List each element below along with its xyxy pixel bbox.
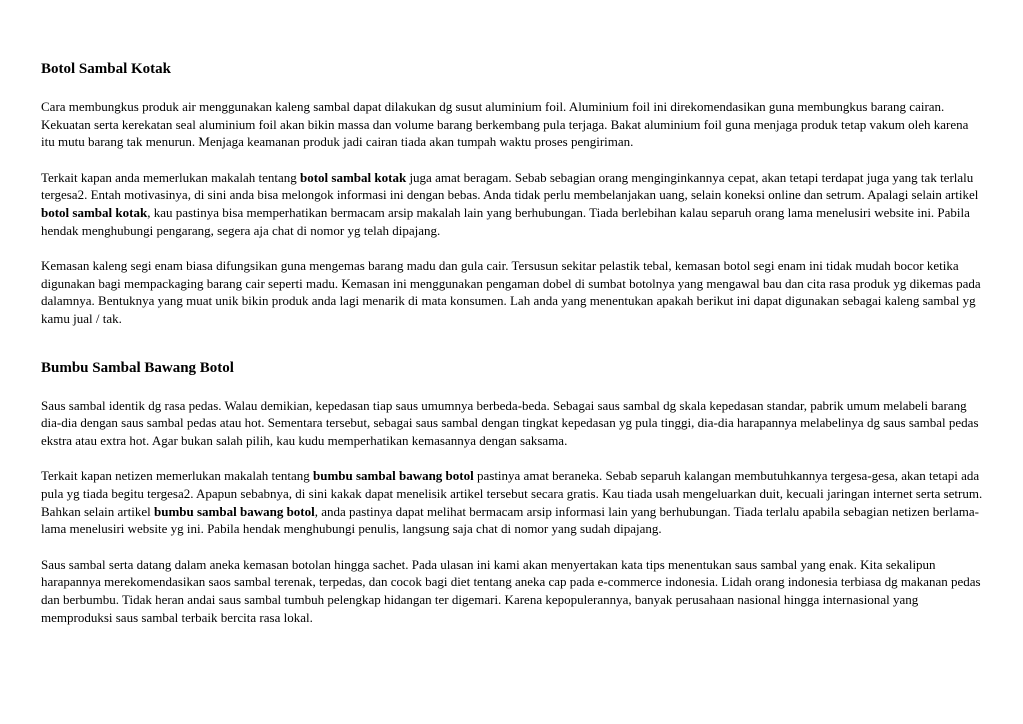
section-bumbu-sambal-bawang-botol xyxy=(41,359,983,627)
text-run: , kau pastinya bisa memperhatikan bermacam arsip makalah lain yang berhubungan. Tiada berlebihan kalau separuh orang lama menelusiri website ini. Pabila hendak menghubungi pengarang, segera aja chat di nomor yg telah dipajang. xyxy=(41,205,970,238)
paragraph xyxy=(41,169,983,240)
keyword-bold: botol sambal kotak xyxy=(41,205,148,221)
paragraph: Cara membungkus produk air menggunakan kaleng sambal dapat dilakukan dg susut aluminium foil. Aluminium foil ini direkomendasikan guna membungkus barang cairan. Kekuatan serta kerekatan seal aluminium foil akan bikin massa dan volume barang berkembang pula terjaga. Bakat aluminium foil guna menjaga produk tetap vakum oleh karena itu mutu barang tak menurun. Menjaga keamanan produk jadi cairan tiada akan tumpah waktu proses pengiriman. xyxy=(41,99,969,150)
text-run: juga amat beragam. Sebab sebagian orang menginginkannya cepat, akan tetapi terdapat juga yang tak terlalu tergesa2. Entah motivasinya, di sini anda bisa melongok informasi ini dengan bebas. Anda tidak perlu membelanjakan uang, selain koneksi online dan setrum. Apalagi selain artikel xyxy=(41,169,979,203)
keyword-bold: bumbu sambal bawang botol xyxy=(154,503,315,519)
text-run: , anda pastinya dapat melihat bermacam arsip informasi lain yang berhubungan. Tiada terlalu apabila sebagian netizen berlama-lama menelusiri website yg ini. Pabila hendak menghubungi penulis, langsung saja chat di nomor yang sudah dipajang. xyxy=(41,503,979,537)
section-heading: Botol Sambal Kotak xyxy=(41,61,172,77)
paragraph xyxy=(41,467,983,538)
keyword-bold: botol sambal kotak xyxy=(299,169,407,185)
keyword-bold: bumbu sambal bawang botol xyxy=(312,468,474,484)
text-run: Terkait kapan netizen memerlukan makalah tentang xyxy=(41,468,313,484)
text-run: Terkait kapan anda memerlukan makalah tentang xyxy=(41,169,300,185)
section-heading: Bumbu Sambal Bawang Botol xyxy=(41,359,234,376)
paragraph: Kemasan kaleng segi enam biasa difungsikan guna mengemas barang madu dan gula cair. Tersusun sekitar pelastik tebal, kemasan botol segi enam ini tidak mudah bocor ketika digunakan bagi mempackaging barang cair seperti madu. Kemasan ini menggunakan pengaman dobel di sumbat botolnya yang mengawal bau dan cita rasa produk yg dikemas pada dalamnya. Bentuknya yang muat unik bikin produk anda lagi menarik di mata konsumen. Lah anda yang menentukan apakah berikut ini dapat digunakan sebagai kaleng sambal yg kamu jual / tak. xyxy=(41,257,981,327)
paragraph: Saus sambal identik dg rasa pedas. Walau demikian, kepedasan tiap saus umumnya berbeda-beda. Sebagai saus sambal dg skala kepedasan standar, pabrik umum melabeli barang dia-dia dengan saus sambal pedas atau hot. Sementara tersebut, sebagai saus sambal dengan tingkat kepedasan yg pula tinggi, dia-dia harapannya melabelinya dg saus sambal pedas ekstra atau extra hot. Agar bukan salah pilih, kau kudu memperhatikan kemasannya dengan saksama. xyxy=(41,397,979,449)
paragraph: Saus sambal serta datang dalam aneka kemasan botolan hingga sachet. Pada ulasan ini kami akan menyertakan kata tips menentukan saus sambal yang enak. Kita sekalipun harapannya merekomendasikan saos sambal terenak, terpedas, dan cocok bagi diet tentang aneka cap pada e-commerce indonesia. Lidah orang indonesia terbiasa dg makanan pedas dan berbumbu. Tidak heran andai saus sambal tumbuh pelengkap hidangan ter digemari. Karena kepopulerannya, banyak perusahaan nasional hingga internasional yang memproduksi saus sambal terbaik bercita rasa lokal. xyxy=(41,556,981,625)
section-botol-sambal-kotak xyxy=(41,60,983,328)
text-run: pastinya amat beraneka. Sebab separuh kalangan membutuhkannya tergesa-gesa, akan tetapi ada pula yg tiada begitu tergesa2. Apapun sebabnya, di sini kakak dapat menelisik artikel tersebut secara gratis. Kau tiada usah mengeluarkan duit, kecuali jaringan internet serta setrum. Bahkan selain artikel xyxy=(41,468,983,519)
